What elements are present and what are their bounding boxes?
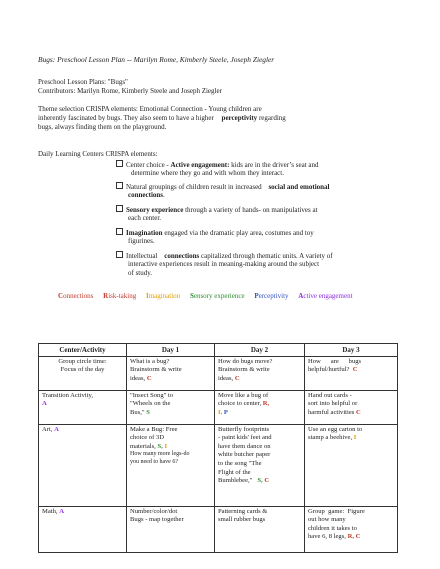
bullet-natural-groupings-cont: connections. <box>128 191 165 199</box>
table-cell: Transition Activity, A <box>39 390 127 424</box>
checkbox-bullet-icon <box>116 160 123 167</box>
table-row <box>39 390 398 424</box>
table-cell: Use an egg carton to stamp a beehive, I <box>305 424 398 506</box>
table-cell: Group game: Figure out how many children it takes to have 6, 8 legs, R, C <box>305 506 398 552</box>
legend-sensory: Sensory experience <box>189 292 245 300</box>
column-header: Day 2 <box>215 344 305 357</box>
table-cell: Patterning cards & small rubber bugs <box>215 506 305 552</box>
table-cell: How do bugs move? Brainstorm & write ideas, C <box>215 356 305 390</box>
checkbox-bullet-icon <box>116 205 123 212</box>
bullet-natural-groupings: Natural groupings of children result in increased social and emotional <box>116 182 330 192</box>
table-cell: Math, A <box>39 506 127 552</box>
bullet-sensory: Sensory experience through a variety of hands- on manipulatives at <box>116 205 318 215</box>
table-row <box>39 356 398 390</box>
bullet-intellectual-cont-2: of study. <box>128 269 153 277</box>
bullet-intellectual: Intellectual connections capitalized through thematic units. A variety of <box>116 251 333 261</box>
checkbox-bullet-icon <box>116 182 123 189</box>
document-title: Bugs: Preschool Lesson Plan -- Marilyn Rome, Kimberly Steele, Joseph Ziegler <box>38 55 275 64</box>
table-row <box>39 506 398 552</box>
table-row <box>39 424 398 506</box>
checkbox-bullet-icon <box>116 228 123 235</box>
legend-active: Active engagement <box>298 292 353 300</box>
table-cell: Hand out cards - sort into helpful or harmful activities C <box>305 390 398 424</box>
column-header: Day 1 <box>127 344 215 357</box>
bullet-imagination: Imagination engaged via the dramatic play area, costumes and toy <box>116 228 314 238</box>
table-cell: Butterfly footprints - paint kids' feet and have them dance on white butcher paper to the song "The Flight of the Bumblebee," S, C <box>215 424 305 506</box>
column-header: Center/Activity <box>39 344 127 357</box>
bullet-center-choice-cont: determine where they go and with whom they interact. <box>131 169 284 177</box>
table-cell: "Insect Song" to "Wheels on the Bus," S <box>127 390 215 424</box>
table-cell: Move like a bug of choice to center, R, I, P <box>215 390 305 424</box>
legend-risk-taking: Risk-taking <box>103 292 137 300</box>
perceptivity-term: perceptivity <box>221 114 258 122</box>
bullet-center-choice: Center choice - Active engagement: kids are in the driver’s seat and <box>116 160 319 170</box>
table-cell: Make a Bug: Free choice of 3D materials, S, I How many more legs-do you need to have 6? <box>127 424 215 506</box>
table-cell: Art, A <box>39 424 127 506</box>
column-header: Day 3 <box>305 344 398 357</box>
crispa-legend <box>58 292 361 300</box>
bullet-imagination-cont: figurines. <box>128 237 155 245</box>
table-cell: What is a bug? Brainstorm & write ideas, C <box>127 356 215 390</box>
bullet-intellectual-cont-1: interactive experiences result in meaning-making around the subject <box>128 260 320 268</box>
bullet-sensory-cont: each center. <box>128 214 162 222</box>
centers-heading: Daily Learning Centers CRISPA elements: <box>38 150 158 158</box>
lesson-table <box>38 343 398 553</box>
table-cell: How are bugs helpful/hurtful? C <box>305 356 398 390</box>
legend-connections: Connections <box>58 292 94 300</box>
theme-line-3: bugs, always finding them on the playground. <box>38 123 167 131</box>
legend-imagination: Imagination <box>145 292 181 300</box>
intro-title: Preschool Lesson Plans: "Bugs" <box>38 78 128 86</box>
legend-perceptivity: Perceptivity <box>254 292 289 300</box>
contributors: Contributors: Marilyn Rome, Kimberly Steele and Joseph Ziegler <box>38 87 222 95</box>
table-header-row <box>39 344 398 357</box>
table-cell: Number/color/dot Bugs - map together <box>127 506 215 552</box>
theme-line-1: Theme selection CRISPA elements: Emotional Connection - Young children are <box>38 105 262 113</box>
checkbox-bullet-icon <box>116 251 123 258</box>
table-cell: Group circle time: Focus of the day <box>39 356 127 390</box>
theme-line-2: inherently fascinated by bugs. They also seem to have a higher perceptivity regarding <box>38 114 286 122</box>
